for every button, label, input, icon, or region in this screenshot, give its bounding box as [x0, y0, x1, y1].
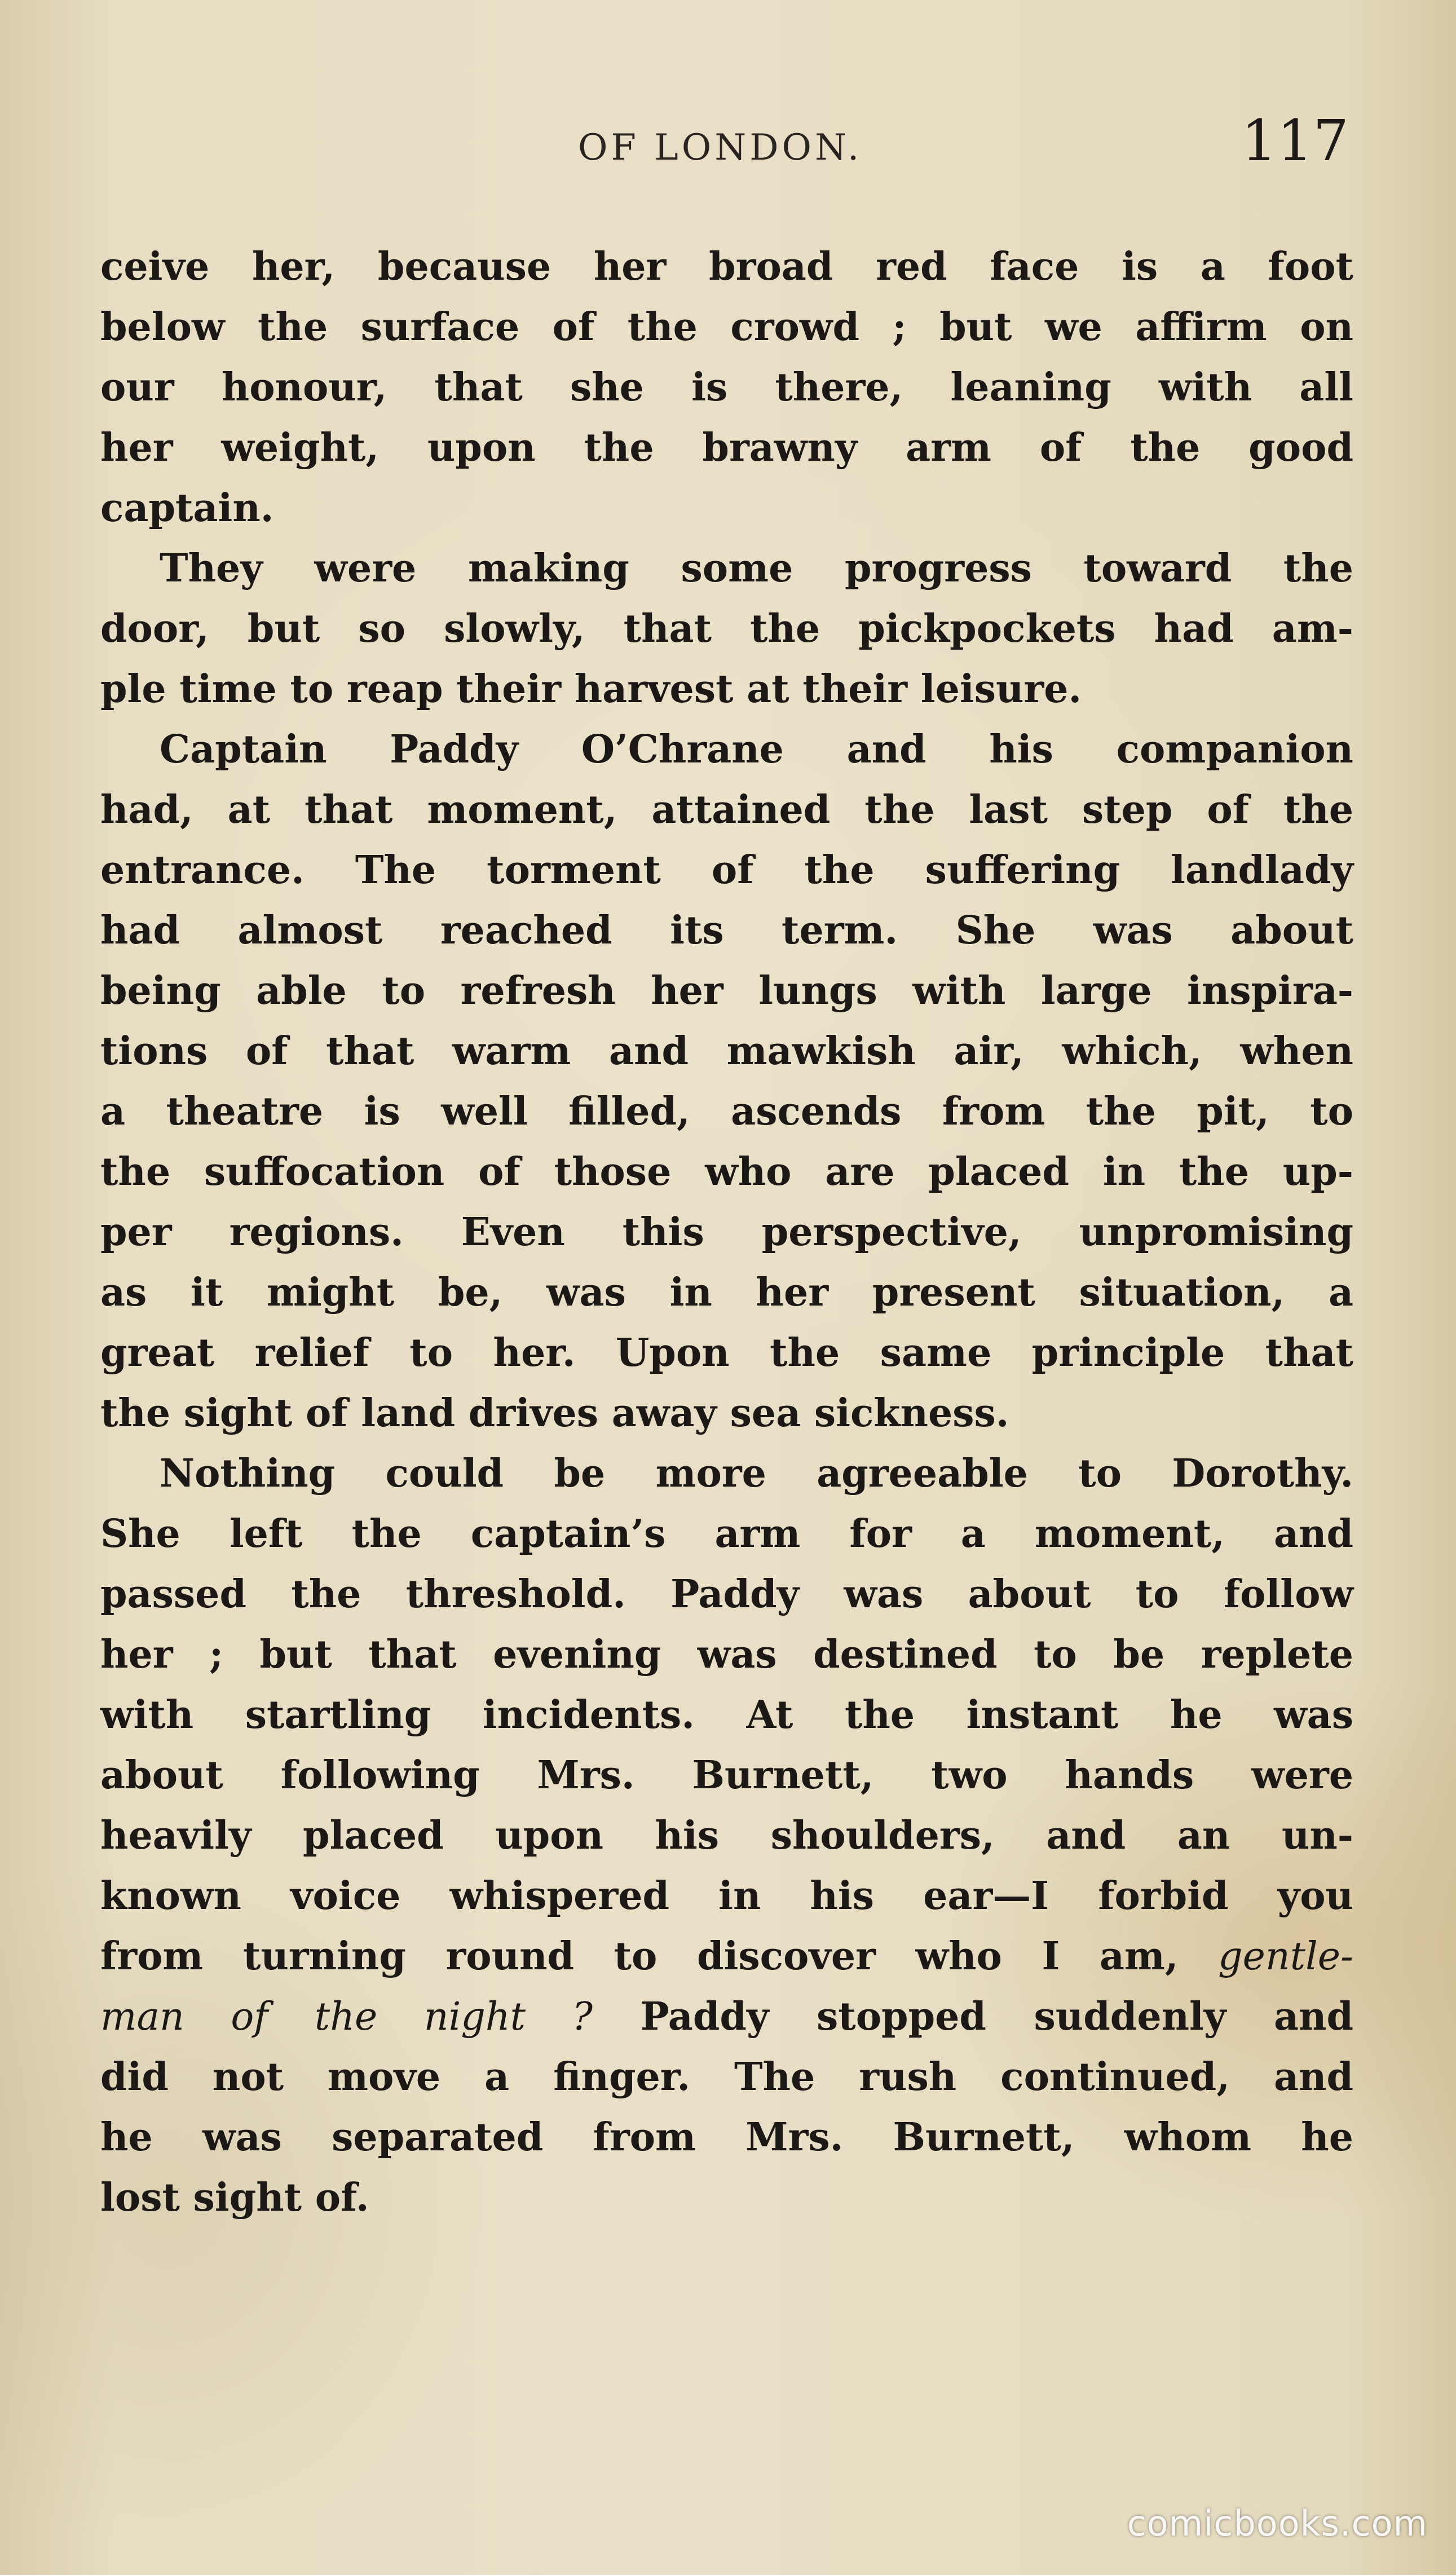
text-line-with-italic — [100, 1926, 1353, 1987]
text-line: ceive her, because her broad red face is a foot — [100, 244, 1353, 289]
text-line: our honour, that she is there, leaning with all — [100, 365, 1353, 410]
text-line: did not move a finger. The rush continued, and — [100, 2054, 1353, 2100]
text-segment: Paddy stopped suddenly and — [640, 1994, 1353, 2039]
text-line: captain. — [100, 486, 274, 531]
text-segment: from turning round to discover who I am, — [100, 1934, 1179, 1979]
text-line: had almost reached its term. She was about — [100, 908, 1353, 953]
text-line: her ; but that evening was destined to be replete — [100, 1632, 1353, 1677]
text-line: door, but so slowly, that the pickpockets had am- — [100, 606, 1353, 651]
text-line: had, at that moment, attained the last step of the — [100, 787, 1353, 832]
italic-phrase: man of the night ? — [100, 1995, 593, 2039]
text-line: with startling incidents. At the instant he was — [100, 1692, 1353, 1738]
text-line: the sight of land drives away sea sickness. — [100, 1391, 1009, 1436]
text-line: Captain Paddy O’Chrane and his companion — [160, 727, 1353, 772]
paragraph-1 — [100, 237, 1353, 539]
text-line: below the surface of the crowd ; but we affirm on — [100, 305, 1353, 350]
page-number: 117 — [1241, 108, 1349, 174]
text-line: per regions. Even this perspective, unpromising — [100, 1210, 1353, 1255]
italic-phrase: gentle- — [1218, 1934, 1353, 1979]
text-line: her weight, upon the brawny arm of the good — [100, 425, 1353, 470]
paragraph-4 — [100, 1444, 1353, 2228]
text-line: being able to refresh her lungs with large inspira- — [100, 968, 1353, 1013]
paragraph-3 — [100, 720, 1353, 1444]
body-text — [100, 237, 1353, 2228]
text-line: about following Mrs. Burnett, two hands were — [100, 1753, 1353, 1798]
text-line: ple time to reap their harvest at their leisure. — [100, 667, 1082, 712]
text-line: They were making some progress toward the — [160, 546, 1353, 591]
text-line: great relief to her. Upon the same principle that — [100, 1330, 1353, 1375]
text-line: known voice whispered in his ear—I forbid you — [100, 1873, 1353, 1919]
text-line: the suffocation of those who are placed in the up- — [100, 1149, 1353, 1194]
text-line-with-italic — [100, 1987, 1353, 2047]
text-line: tions of that warm and mawkish air, which, when — [100, 1029, 1353, 1074]
text-line: a theatre is well filled, ascends from the pit, to — [100, 1089, 1353, 1134]
text-line: entrance. The torment of the suffering landlady — [100, 848, 1353, 893]
text-line: She left the captain’s arm for a moment, and — [100, 1511, 1353, 1557]
running-head — [0, 108, 1456, 175]
text-line: passed the threshold. Paddy was about to follow — [100, 1572, 1353, 1617]
text-line: lost sight of. — [100, 2175, 369, 2220]
watermark-text: comicbooks.com — [1127, 2503, 1428, 2544]
running-title: OF LONDON. — [578, 127, 863, 169]
text-line: Nothing could be more agreeable to Dorothy. — [160, 1451, 1353, 1496]
text-line: as it might be, was in her present situation, a — [100, 1270, 1353, 1315]
text-line: heavily placed upon his shoulders, and an un- — [100, 1813, 1353, 1858]
text-line: he was separated from Mrs. Burnett, whom he — [100, 2115, 1353, 2160]
paragraph-2 — [100, 539, 1353, 720]
